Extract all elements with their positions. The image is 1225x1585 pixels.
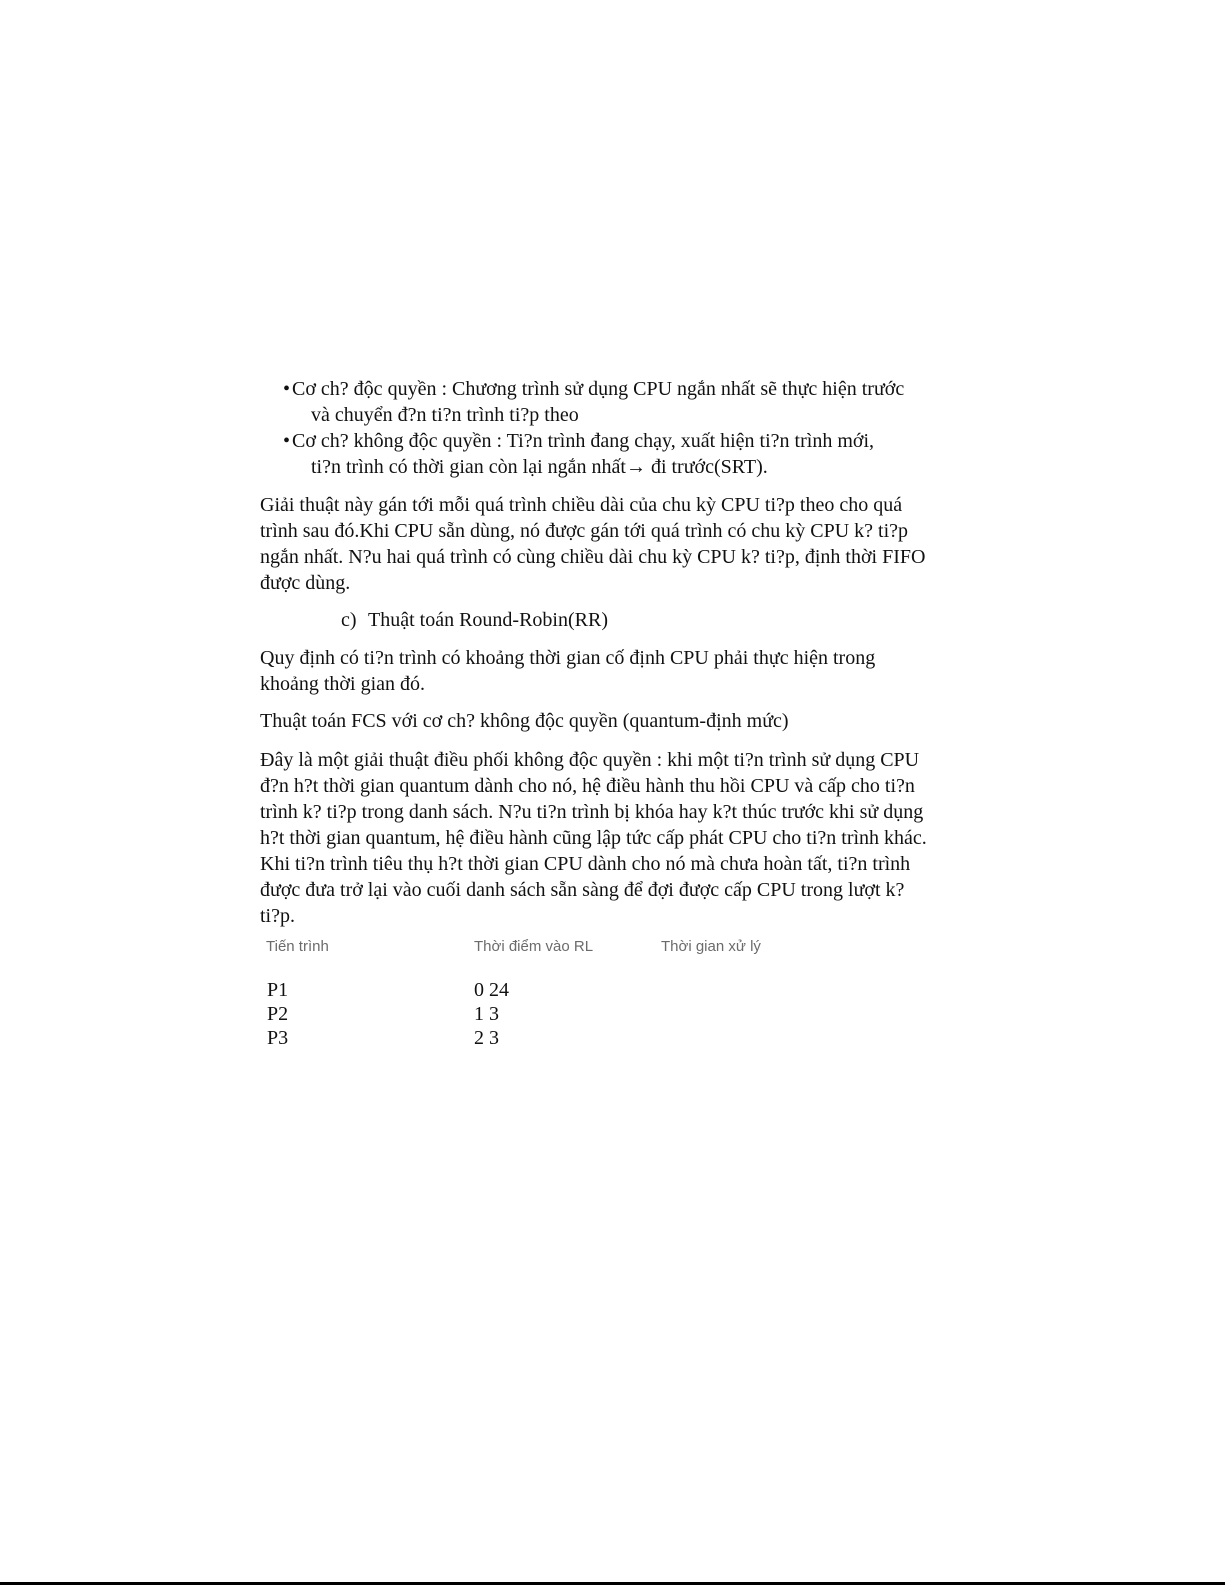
bullet-text: Cơ ch? không độc quyền : Ti?n trình đang chạy, xuất hiện ti?n trình mới,: [292, 430, 875, 452]
table-header-burst-time: Thời gian xử lý: [661, 938, 761, 955]
table-cell-values-p1: 0 24: [474, 979, 509, 1001]
table-header-process: Tiến trình: [266, 938, 329, 955]
bullet-2-line-2: ti?n trình có thời gian còn lại ngắn nhất→ đi trước(SRT).: [311, 456, 768, 478]
section-title: Thuật toán Round-Robin(RR): [368, 609, 608, 631]
paragraph-line: Đây là một giải thuật điều phối không độc quyền : khi một ti?n trình sử dụng CPU: [260, 749, 920, 771]
paragraph-line: trình sau đó.Khi CPU sẵn dùng, nó được gán tới quá trình có chu kỳ CPU k? ti?p: [260, 520, 909, 542]
paragraph-rr-rule: [260, 645, 980, 697]
bullet-text: Cơ ch? độc quyền : Chương trình sử dụng CPU ngắn nhất sẽ thực hiện trước: [292, 378, 905, 400]
bullet-2-line-1: [283, 428, 874, 454]
section-heading-round-robin: [341, 607, 608, 633]
bullet-1-line-2: và chuyển đ?n ti?n trình ti?p theo: [311, 404, 579, 426]
table-header-arrival-time: Thời điểm vào RL: [474, 938, 594, 955]
paragraph-sjf-description: [260, 492, 980, 596]
paragraph-line: được đưa trở lại vào cuối danh sách sẵn sàng để đợi được cấp CPU trong lượt k?: [260, 879, 905, 901]
bullet-dot: •: [283, 430, 291, 452]
paragraph-line: đ?n h?t thời gian quantum dành cho nó, hệ điều hành thu hồi CPU và cấp cho ti?n: [260, 775, 915, 797]
table-cell-process-p3: P3: [267, 1027, 289, 1049]
paragraph-line: được dùng.: [260, 572, 351, 594]
table-cell-values-p2: 1 3: [474, 1003, 499, 1025]
paragraph-line: trình k? ti?p trong danh sách. N?u ti?n trình bị khóa hay k?t thúc trước khi sử dụng: [260, 801, 924, 823]
paragraph-line: ti?p.: [260, 905, 295, 927]
paragraph-line: ngắn nhất. N?u hai quá trình có cùng chiều dài chu kỳ CPU k? ti?p, định thời FIFO: [260, 546, 926, 568]
paragraph-line: Thuật toán FCS với cơ ch? không độc quyền (quantum-định mức): [260, 710, 789, 732]
bullet-1-line-1: [283, 376, 904, 402]
bullet-dot: •: [283, 378, 291, 400]
paragraph-line: khoảng thời gian đó.: [260, 673, 425, 695]
paragraph-line: Khi ti?n trình tiêu thụ h?t thời gian CPU dành cho nó mà chưa hoàn tất, ti?n trình: [260, 853, 911, 875]
table-cell-process-p1: P1: [267, 979, 289, 1001]
paragraph-line: Quy định có ti?n trình có khoảng thời gian cố định CPU phải thực hiện trong: [260, 647, 876, 669]
paragraph-line: h?t thời gian quantum, hệ điều hành cũng lập tức cấp phát CPU cho ti?n trình khác.: [260, 827, 927, 849]
paragraph-rr-description: [260, 747, 980, 929]
table-cell-process-p2: P2: [267, 1003, 289, 1025]
table-cell-values-p3: 2 3: [474, 1027, 499, 1049]
paragraph-fcs-quantum: [260, 708, 980, 734]
section-letter: c): [341, 609, 357, 631]
paragraph-line: Giải thuật này gán tới mỗi quá trình chiều dài của chu kỳ CPU ti?p theo cho quá: [260, 494, 903, 516]
